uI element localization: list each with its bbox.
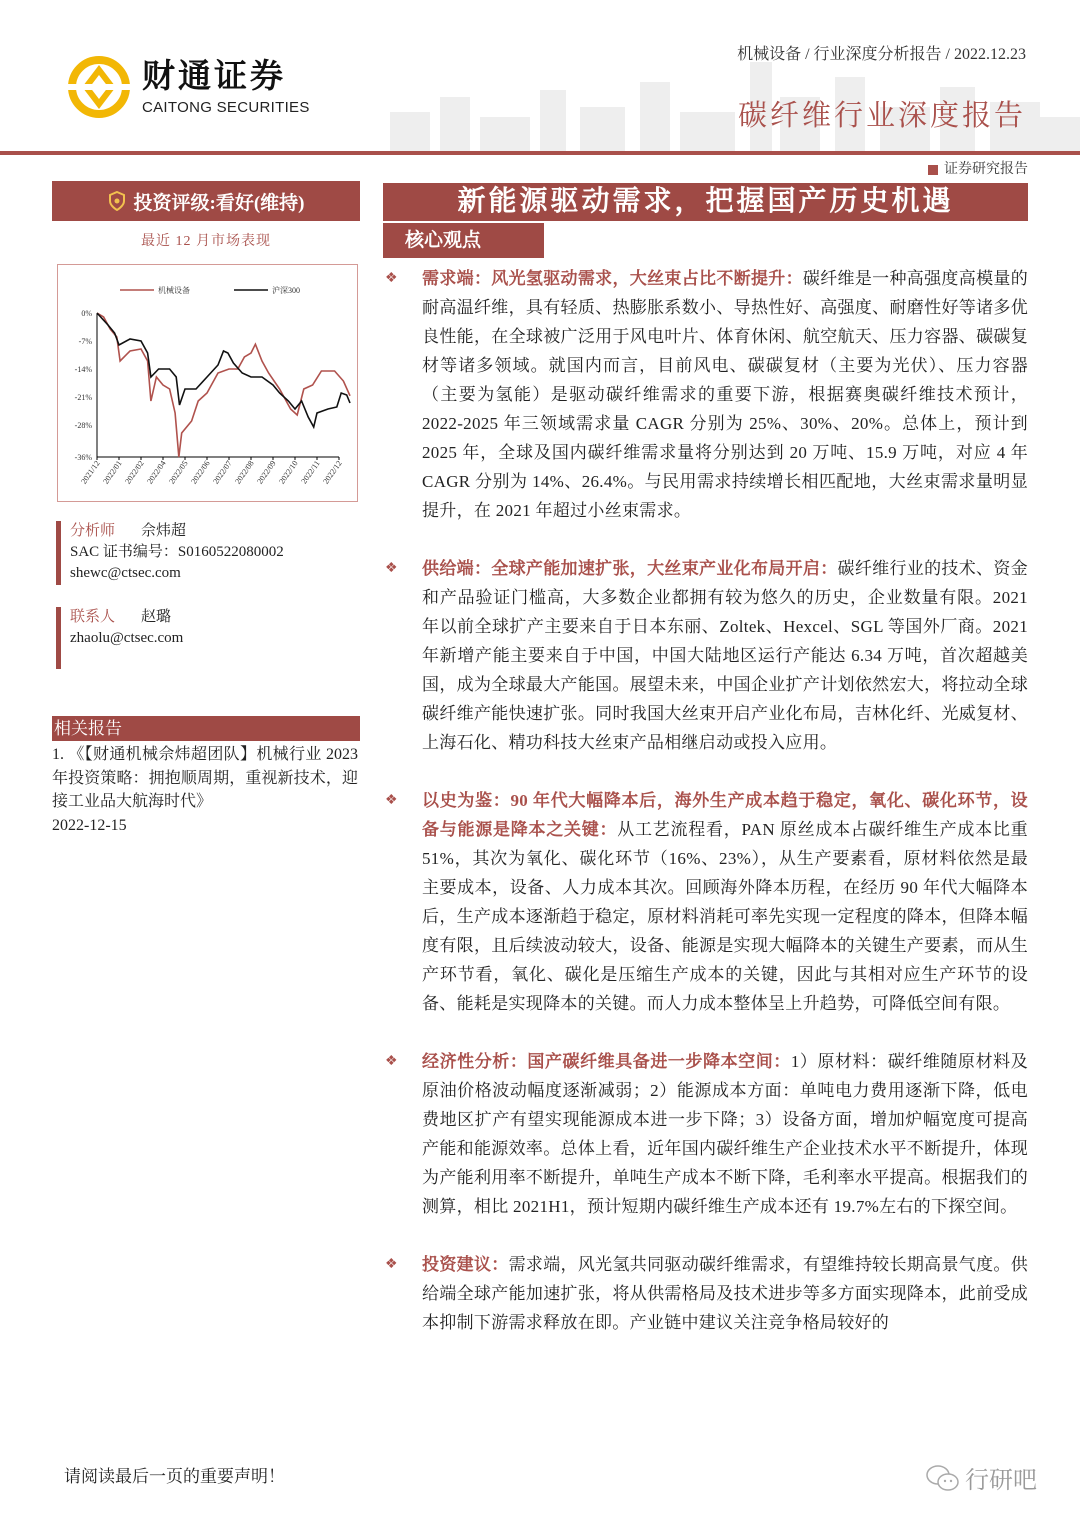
market-performance-title: 最近 12 月市场表现 [141, 234, 271, 249]
core-views-heading: 核心观点 [383, 223, 544, 258]
disclaimer-note: 请阅读最后一页的重要声明！ [64, 1467, 285, 1486]
performance-chart [57, 264, 358, 502]
point-investment [383, 1250, 1028, 1337]
point-heading: 以史为鉴：90 年代大幅降本后，海外生产成本趋于稳定，氧化、碳化环节，设备与能源是降本之关键： [422, 791, 1028, 839]
x-tick-label: 2022/07 [211, 458, 234, 486]
diamond-bullet-icon: ❖ [385, 1054, 398, 1069]
contact-name: 赵璐 [141, 609, 172, 625]
y-tick-label: -28% [74, 421, 92, 430]
x-tick-label: 2022/09 [255, 458, 278, 486]
x-tick-label: 2022/10 [277, 458, 300, 486]
point-economics [383, 1047, 1028, 1221]
point-supply [383, 554, 1028, 757]
point-demand [383, 264, 1028, 525]
analyst-email[interactable]: shewc@ctsec.com [70, 565, 181, 581]
x-tick-label: 2022/01 [101, 458, 124, 486]
legend-label: 机械设备 [158, 286, 190, 295]
watermark [925, 1460, 1037, 1495]
point-heading: 投资建议： [422, 1255, 509, 1274]
x-tick-label: 2022/02 [123, 458, 146, 486]
contact-block [56, 607, 183, 669]
investment-rating [52, 181, 360, 221]
x-tick-label: 2022/08 [233, 458, 256, 486]
shield-icon [108, 191, 126, 211]
performance-chart-svg [58, 265, 356, 500]
logo-text-en: CAITONG SECURITIES [142, 99, 310, 116]
report-type-title: 碳纤维行业深度报告 [737, 100, 1026, 132]
y-tick-label: -36% [74, 453, 92, 462]
y-tick-label: -21% [74, 393, 92, 402]
logo-text-cn: 财通证券 [142, 56, 286, 95]
point-heading: 经济性分析：国产碳纤维具备进一步降本空间： [422, 1052, 791, 1071]
point-heading: 需求端：风光氢驱动需求，大丝束占比不断提升： [422, 269, 803, 288]
contact-role: 联系人 [70, 609, 116, 625]
related-report-item[interactable] [52, 743, 358, 837]
rating-label: 投资评级:看好(维持) [133, 192, 305, 214]
x-tick-label: 2022/12 [321, 458, 344, 486]
core-points [383, 264, 1028, 1366]
square-marker-icon [928, 165, 938, 175]
watermark-text: 行研吧 [965, 1466, 1037, 1494]
point-body: 碳纤维是一种高强度高模量的耐高温纤维，具有轻质、热膨胀系数小、导热性好、高强度、耐磨性好等诸多优良性能，在全球被广泛用于风电叶片、体育休闲、航空航天、压力容器、碳碳复材等诸多领域。就国内而言，目前风电、碳碳复材（主要为光伏）、压力容器（主要为氢能）是驱动碳纤维需求的重要下游，根据赛奥碳纤维技术预计，2022-2025 年三领域需求量 CAGR 分别为 25%、30%、20%。总体上，预计到 2025 年，全球及国内碳纤维需求量将分别达到 20 万吨、15.9 万吨，对应 4 年 CAGR 分别为 14%、26.4%。与民用需求持续增长相匹配地，大丝束需求量明显提升，在 2021 年超过小丝束需求。 [422, 269, 1028, 520]
analyst-role: 分析师 [70, 523, 116, 539]
related-report-title[interactable]: 1. 《【财通机械佘炜超团队】机械行业 2023 年投资策略：拥抱顺周期，重视新技术，迎接工业品大航海时代》 [52, 746, 358, 810]
point-body: 需求端，风光氢共同驱动碳纤维需求，有望维持较长期高景气度。供给端全球产能加速扩张，将从供需格局及技术进步等多方面实现降本，此前受成本抑制下游需求释放在即。产业链中建议关注竞争格局较好的 [422, 1255, 1029, 1332]
analyst-sac: SAC 证书编号：S0160522080002 [70, 544, 284, 560]
analyst-name: 佘炜超 [141, 523, 187, 539]
y-tick-label: -7% [78, 337, 92, 346]
point-body: 从工艺流程看，PAN 原丝成本占碳纤维生产成本比重 51%，其次为氧化、碳化环节（16%、23%），从生产要素看，原材料依然是最主要成本，设备、人力成本其次。回顾海外降本历程，在经历 90 年代大幅降本后，生产成本逐渐趋于稳定，原材料消耗可率先实现一定程度的降本，但降本幅度有限，且后续波动较大，设备、能源是实现大幅降本的关键生产要素，而从生产环节看，氧化、碳化是压缩生产成本的关键，因此与其相对应生产环节的设备、能耗是实现降本的关键。而人力成本整体呈上升趋势，可降低空间有限。 [422, 820, 1028, 1013]
series-line-csi300 [97, 313, 350, 427]
section-tag [928, 161, 1028, 179]
diamond-bullet-icon: ❖ [385, 271, 398, 286]
related-report-date: 2022-12-15 [52, 816, 127, 834]
diamond-bullet-icon: ❖ [385, 1257, 398, 1272]
analyst-block [56, 521, 284, 585]
x-tick-label: 2022/05 [167, 458, 190, 486]
diamond-bullet-icon: ❖ [385, 793, 398, 808]
point-body: 1）原材料：碳纤维随原材料及原油价格波动幅度逐渐减弱；2）能源成本方面：单吨电力费用逐渐下降，低电费地区扩产有望实现能源成本进一步下降；3）设备方面，增加炉幅宽度可提高产能和能源效率。总体上看，近年国内碳纤维生产企业技术水平不断提升，体现为产能利用率不断提升，单吨生产成本不断下降，毛利率水平提高。根据我们的测算，相比 2021H1，预计短期内碳纤维生产成本还有 19.7%左右的下探空间。 [422, 1052, 1028, 1216]
point-heading: 供给端：全球产能加速扩张，大丝束产业化布局开启： [422, 559, 838, 578]
y-tick-label: 0% [81, 309, 92, 318]
x-tick-label: 2022/04 [145, 458, 168, 486]
point-body: 碳纤维行业的技术、资金和产品验证门槛高，大多数企业都拥有较为悠久的历史，企业数量有限。2021 年以前全球扩产主要来自于日本东丽、Zoltek、Hexcel、SGL 等国外厂商。2021 年新增产能主要来自于中国，中国大陆地区运行产能达 6.34 万吨，首次超越美国，成为全球最大产能国。展望未来，中国企业扩产计划依然宏大，将拉动全球碳纤维产能快速扩张。同时我国大丝束开启产业化布局，吉林化纤、光威复材、上海石化、精功科技大丝束产品相继启动或投入应用。 [422, 559, 1028, 752]
x-tick-label: 2022/11 [299, 458, 322, 486]
series-line-machinery [97, 313, 350, 457]
breadcrumb: 机械设备 / 行业深度分析报告 / 2022.12.23 [737, 46, 1026, 63]
point-history [383, 786, 1028, 1018]
report-headline: 新能源驱动需求，把握国产历史机遇 [383, 183, 1028, 221]
y-tick-label: -14% [74, 365, 92, 374]
contact-email[interactable]: zhaolu@ctsec.com [70, 630, 184, 646]
wechat-icon [925, 1463, 961, 1493]
header-rule [0, 151, 1080, 155]
legend-label: 沪深300 [272, 286, 300, 295]
x-tick-label: 2022/06 [189, 458, 212, 486]
caitong-logo-icon [68, 56, 130, 118]
x-tick-label: 2021/12 [79, 458, 102, 486]
diamond-bullet-icon: ❖ [385, 561, 398, 576]
related-reports-heading: 相关报告 [52, 716, 360, 741]
section-tag-label: 证券研究报告 [944, 162, 1028, 177]
